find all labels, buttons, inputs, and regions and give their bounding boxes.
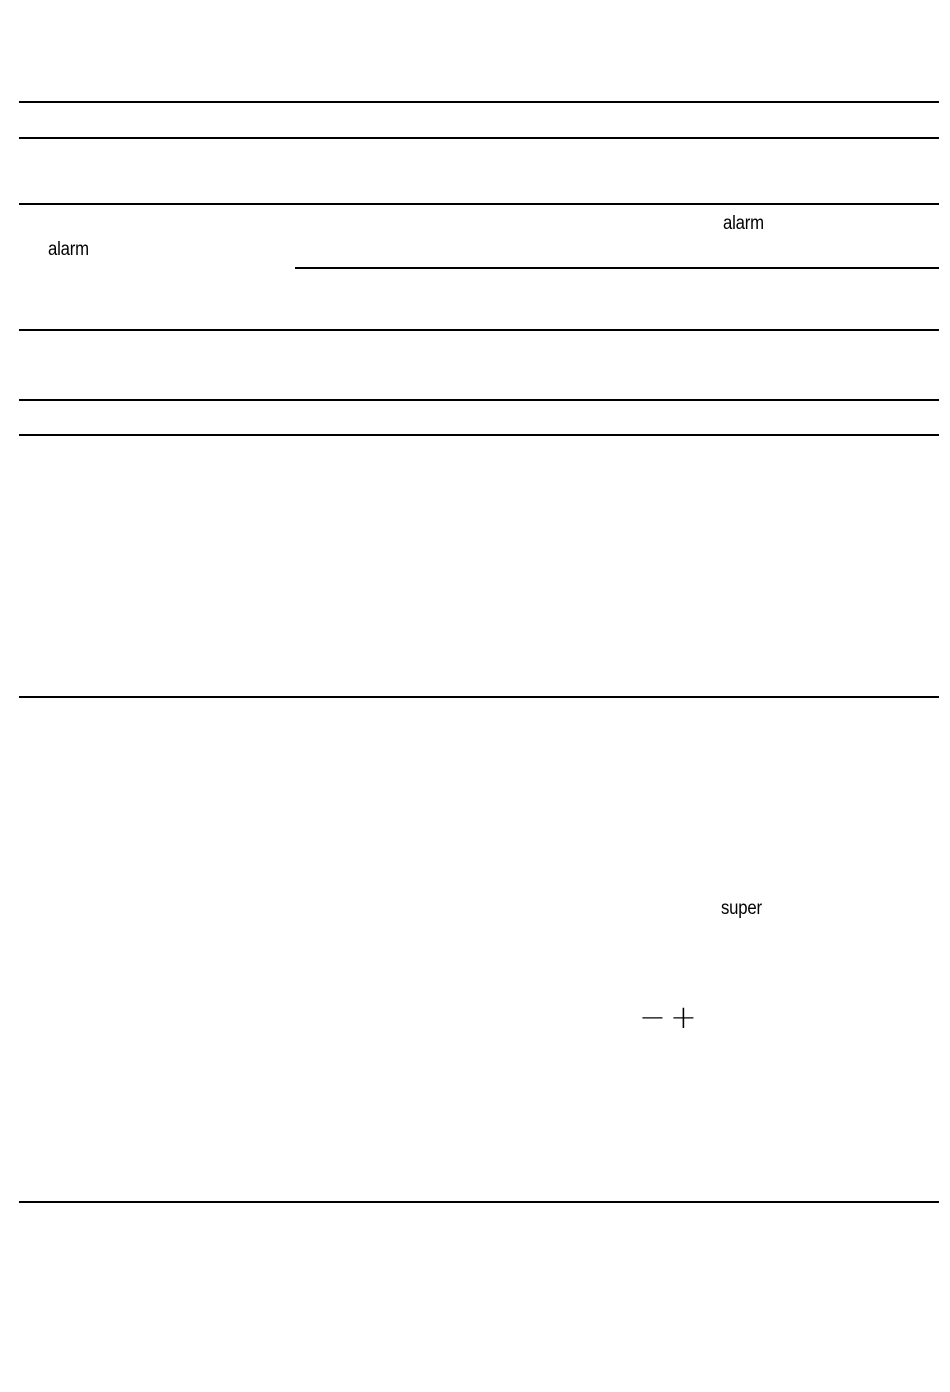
- table-rule: [19, 399, 939, 401]
- super-label: super: [721, 898, 762, 919]
- table-rule: [19, 696, 939, 698]
- alarm-label-left: alarm: [48, 239, 89, 260]
- table-rule: [19, 137, 939, 139]
- table-rule: [19, 101, 939, 103]
- table-rule: [19, 1201, 939, 1203]
- table-rule-partial: [295, 267, 939, 269]
- alarm-label-right: alarm: [723, 213, 764, 234]
- table-rule: [19, 203, 939, 205]
- minus-icon: −: [639, 998, 666, 1036]
- table-rule: [19, 329, 939, 331]
- plus-icon: +: [670, 998, 697, 1036]
- table-rule: [19, 434, 939, 436]
